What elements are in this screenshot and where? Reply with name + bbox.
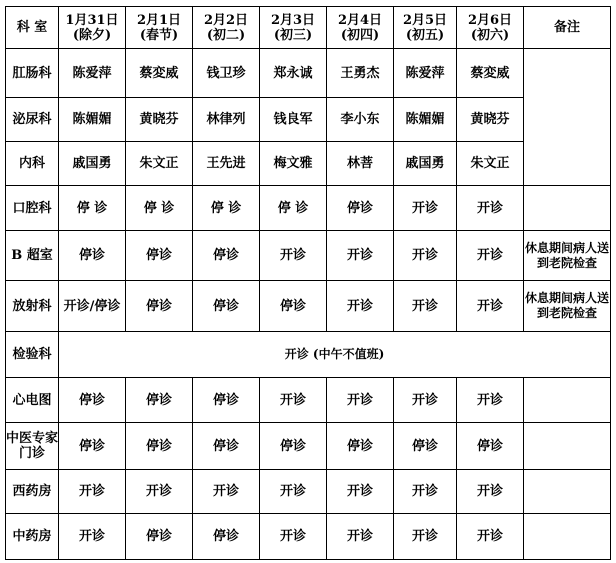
schedule-cell: 开诊 <box>394 378 457 423</box>
schedule-cell: 开诊 <box>394 231 457 281</box>
dept-name-cell: 中药房 <box>6 514 59 560</box>
schedule-cell: 开诊 <box>327 514 394 560</box>
day-date: 2月3日 <box>270 12 316 28</box>
table-row <box>6 281 611 332</box>
schedule-cell: 停诊 <box>59 378 126 423</box>
dept-name-cell: 内科 <box>6 142 59 186</box>
schedule-cell: 梅文雅 <box>260 142 327 186</box>
schedule-cell: 开诊 <box>457 378 524 423</box>
schedule-cell: 停诊 <box>260 423 327 470</box>
schedule-cell: 开诊/停诊 <box>59 281 126 332</box>
schedule-cell: 停诊 <box>126 423 193 470</box>
table-row <box>6 378 611 423</box>
header-row <box>6 7 611 49</box>
table-row <box>6 231 611 281</box>
schedule-cell: 王先进 <box>193 142 260 186</box>
day-label: (初三) <box>273 27 313 43</box>
schedule-cell: 陈爱萍 <box>59 49 126 98</box>
note-column-header: 备注 <box>524 7 611 49</box>
note-cell <box>524 49 611 186</box>
schedule-cell: 朱文正 <box>457 142 524 186</box>
schedule-cell: 停诊 <box>394 423 457 470</box>
schedule-cell: 林菩 <box>327 142 394 186</box>
dept-name-cell: 口腔科 <box>6 186 59 231</box>
day-header-3 <box>193 7 260 49</box>
schedule-cell: 开诊 <box>394 514 457 560</box>
day-date: 2月5日 <box>402 12 448 28</box>
schedule-cell: 停诊 <box>193 231 260 281</box>
schedule-cell: 黄晓芬 <box>457 98 524 142</box>
table-row <box>6 423 611 470</box>
schedule-cell: 王勇杰 <box>327 49 394 98</box>
day-header-7 <box>457 7 524 49</box>
schedule-cell: 林律列 <box>193 98 260 142</box>
table-row <box>6 332 611 378</box>
schedule-cell: 停诊 <box>126 281 193 332</box>
schedule-cell: 开诊 <box>260 470 327 514</box>
schedule-cell: 停诊 <box>457 423 524 470</box>
day-date: 1月31日 <box>65 12 119 28</box>
table-row <box>6 470 611 514</box>
day-date: 2月4日 <box>337 12 383 28</box>
note-cell <box>524 470 611 514</box>
schedule-cell: 钱良军 <box>260 98 327 142</box>
schedule-cell: 开诊 <box>193 470 260 514</box>
schedule-cell: 开诊 <box>457 470 524 514</box>
note-cell: 休息期间病人送到老院检查 <box>524 231 611 281</box>
schedule-cell: 开诊 <box>327 231 394 281</box>
note-cell: 休息期间病人送到老院检查 <box>524 281 611 332</box>
schedule-cell: 停诊 <box>126 514 193 560</box>
day-label: (初四) <box>340 27 380 43</box>
schedule-cell: 开诊 <box>394 281 457 332</box>
schedule-cell: 停诊 <box>59 231 126 281</box>
holiday-clinic-schedule-table <box>5 6 611 560</box>
dept-name-cell: B 超室 <box>6 231 59 281</box>
schedule-cell: 开诊 <box>260 514 327 560</box>
schedule-cell: 蔡変威 <box>457 49 524 98</box>
day-header-6 <box>394 7 457 49</box>
table-row <box>6 49 611 98</box>
day-label: (初五) <box>405 27 445 43</box>
dept-name-cell: 心电图 <box>6 378 59 423</box>
schedule-cell: 黄晓芬 <box>126 98 193 142</box>
dept-name-cell: 放射科 <box>6 281 59 332</box>
schedule-cell: 停 诊 <box>59 186 126 231</box>
dept-name-cell: 检验科 <box>6 332 59 378</box>
schedule-cell: 开诊 <box>126 470 193 514</box>
schedule-cell: 开诊 <box>457 231 524 281</box>
schedule-wrapper <box>5 6 611 560</box>
note-cell <box>524 514 611 560</box>
day-header-5 <box>327 7 394 49</box>
schedule-cell: 陈媚媚 <box>59 98 126 142</box>
schedule-cell: 戚国勇 <box>394 142 457 186</box>
day-header-2 <box>126 7 193 49</box>
schedule-cell: 停诊 <box>126 378 193 423</box>
schedule-cell: 蔡変威 <box>126 49 193 98</box>
schedule-cell: 戚国勇 <box>59 142 126 186</box>
schedule-cell: 开诊 <box>327 378 394 423</box>
schedule-cell: 停诊 <box>193 423 260 470</box>
schedule-cell: 开诊 <box>327 281 394 332</box>
table-body <box>6 7 611 560</box>
table-row <box>6 514 611 560</box>
schedule-cell: 陈爱萍 <box>394 49 457 98</box>
schedule-cell: 开诊 <box>394 186 457 231</box>
schedule-cell: 开诊 <box>59 514 126 560</box>
schedule-cell: 开诊 <box>327 470 394 514</box>
day-date: 2月1日 <box>136 12 182 28</box>
dept-name-cell: 中医专家门诊 <box>6 423 59 470</box>
schedule-cell: 陈媚媚 <box>394 98 457 142</box>
merged-status-cell: 开诊 (中午不值班) <box>59 332 611 378</box>
dept-name-cell: 肛肠科 <box>6 49 59 98</box>
table-row <box>6 186 611 231</box>
day-label: (春节) <box>139 27 179 43</box>
schedule-cell: 开诊 <box>260 231 327 281</box>
schedule-cell: 停诊 <box>193 514 260 560</box>
schedule-cell: 开诊 <box>260 378 327 423</box>
day-label: (初六) <box>470 27 510 43</box>
day-header-1 <box>59 7 126 49</box>
schedule-cell: 开诊 <box>59 470 126 514</box>
schedule-cell: 停 诊 <box>126 186 193 231</box>
day-label: (除夕) <box>72 27 112 43</box>
day-date: 2月6日 <box>467 12 513 28</box>
dept-name-cell: 西药房 <box>6 470 59 514</box>
table-row <box>6 98 611 142</box>
schedule-cell: 开诊 <box>457 186 524 231</box>
note-cell <box>524 186 611 231</box>
schedule-cell: 朱文正 <box>126 142 193 186</box>
schedule-cell: 开诊 <box>457 514 524 560</box>
note-cell <box>524 423 611 470</box>
schedule-cell: 停诊 <box>260 281 327 332</box>
dept-column-header: 科 室 <box>6 7 59 49</box>
schedule-cell: 停诊 <box>126 231 193 281</box>
schedule-cell: 停诊 <box>193 378 260 423</box>
day-header-4 <box>260 7 327 49</box>
note-cell <box>524 378 611 423</box>
schedule-cell: 停诊 <box>193 281 260 332</box>
day-date: 2月2日 <box>203 12 249 28</box>
schedule-cell: 李小东 <box>327 98 394 142</box>
day-label: (初二) <box>206 27 246 43</box>
schedule-cell: 停 诊 <box>193 186 260 231</box>
schedule-cell: 停诊 <box>327 186 394 231</box>
schedule-cell: 停诊 <box>327 423 394 470</box>
schedule-cell: 开诊 <box>394 470 457 514</box>
dept-name-cell: 泌尿科 <box>6 98 59 142</box>
table-row <box>6 142 611 186</box>
schedule-cell: 钱卫珍 <box>193 49 260 98</box>
schedule-cell: 停 诊 <box>260 186 327 231</box>
schedule-cell: 停诊 <box>59 423 126 470</box>
schedule-cell: 开诊 <box>457 281 524 332</box>
schedule-cell: 郑永诚 <box>260 49 327 98</box>
